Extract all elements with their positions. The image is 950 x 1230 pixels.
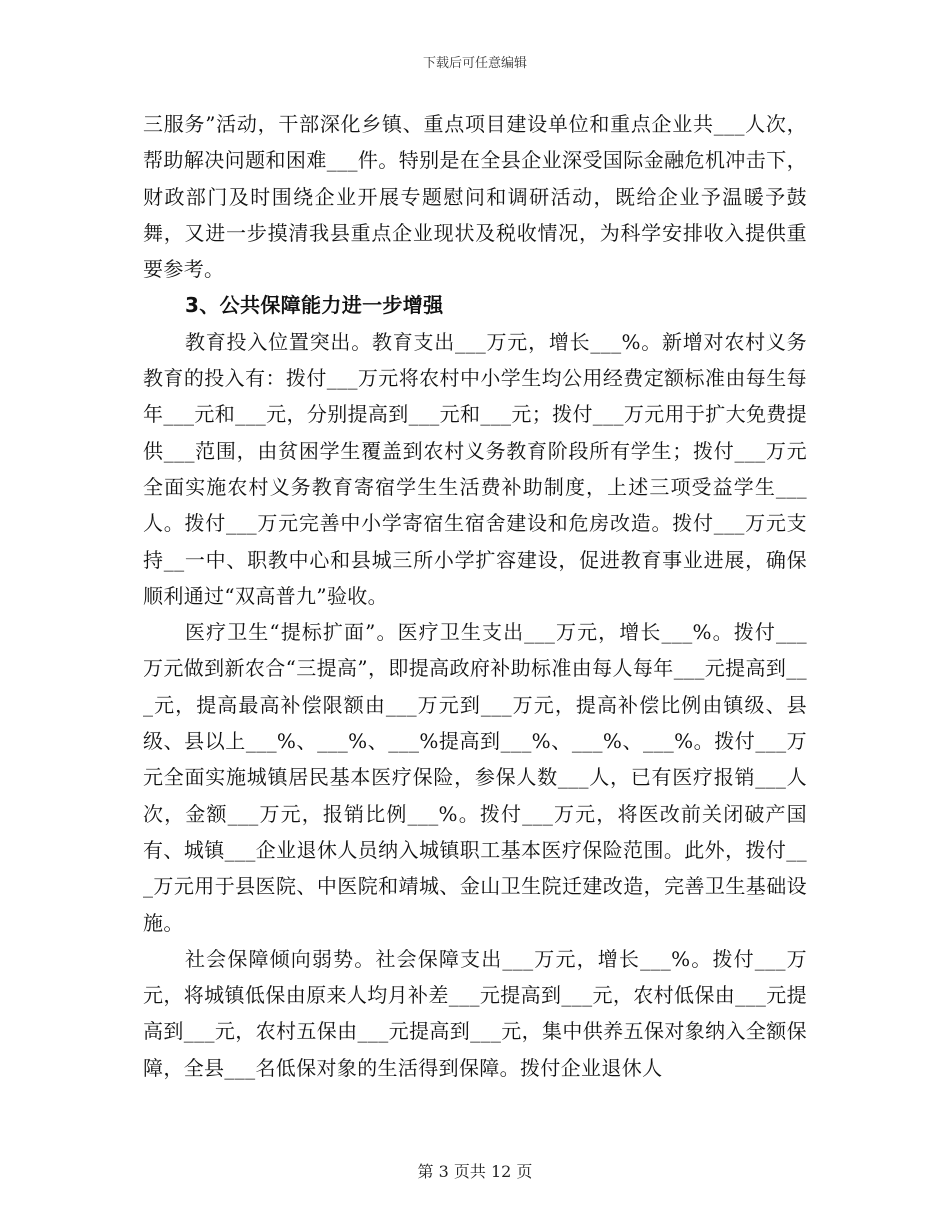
paragraph-continuation: 三服务”活动，干部深化乡镇、重点项目建设单位和重点企业共___人次，帮助解决问题和困难___件。特别是在全县企业深受国际金融危机冲击下，财政部门及时围绕企业开展专题慰问和调研活动，既给企业予温暖予鼓舞，又进一步摸清我县重点企业现状及税收情况，为科学安排收入提供重要参考。 (143, 112, 807, 282)
document-body (143, 106, 807, 1086)
section-heading: 3、公共保障能力进一步增强 (185, 293, 444, 318)
paragraph-healthcare: 医疗卫生“提标扩面”。医疗卫生支出___万元，增长___%。拨付___万元做到新农合“三提高”，即提高政府补助标准由每人每年___元提高到___元，提高最高补偿限额由___万元到___万元，提高补偿比例由镇级、县级、县以上___%、___%、___%提高到___%、___%、___%。拨付___万元全面实施城镇居民基本医疗保险，参保人数___人，已有医疗报销___人次，金额___万元，报销比例___%。拨付___万元，将医改前关闭破产国有、城镇___企业退休人员纳入城镇职工基本医疗保险范围。此外，拨付___万元用于县医院、中医院和靖城、金山卫生院迁建改造，完善卫生基础设施。 (143, 620, 807, 935)
page-number-footer: 第 3 页共 12 页 (417, 1162, 533, 1181)
paragraph-social-security: 社会保障倾向弱势。社会保障支出___万元，增长___%。拨付___万元，将城镇低保由原来人均月补差___元提高到___元，农村低保由___元提高到___元，农村五保由___元提高到___元，集中供养五保对象纳入全额保障，全县___名低保对象的生活得到保障。拨付企业退休人 (143, 946, 807, 1080)
paragraph-education: 教育投入位置突出。教育支出___万元，增长___%。新增对农村义务教育的投入有：拨付___万元将农村中小学生均公用经费定额标准由每生每年___元和___元，分别提高到___元和___元；拨付___万元用于扩大免费提供___范围，由贫困学生覆盖到农村义务教育阶段所有学生；拨付___万元全面实施农村义务教育寄宿学生生活费补助制度，上述三项受益学生___人。拨付___万元完善中小学寄宿生宿舍建设和危房改造。拨付___万元支持__一中、职教中心和县城三所小学扩容建设，促进教育事业进展，确保顺利通过“双高普九”验收。 (143, 329, 807, 608)
page-header-note: 下载后可任意编辑 (422, 56, 527, 71)
